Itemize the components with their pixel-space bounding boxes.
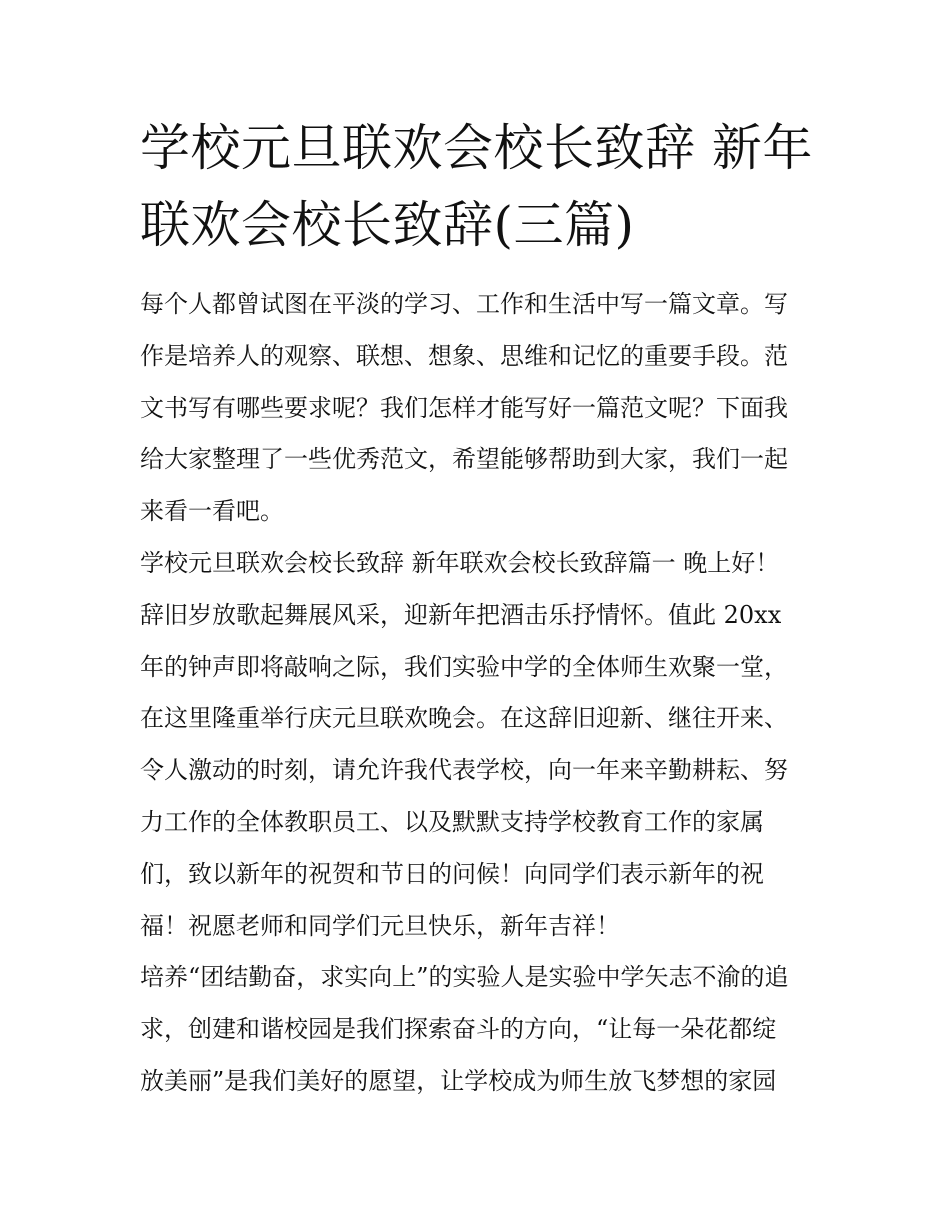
body-line: 们，致以新年的祝贺和节日的问候！向同学们表示新年的祝 bbox=[140, 859, 764, 888]
body-line: 令人激动的时刻，请允许我代表学校，向一年来辛勤耕耘、努 bbox=[140, 756, 788, 785]
body-line: 文书写有哪些要求呢？我们怎样才能写好一篇范文呢？下面我 bbox=[140, 393, 788, 422]
title-line: 联欢会校长致辞(三篇) bbox=[140, 196, 635, 254]
document-body bbox=[140, 279, 812, 1108]
body-line: 求，创建和谐校园是我们探索奋斗的方向，“让每一朵花都绽 bbox=[140, 1015, 777, 1044]
body-line: 作是培养人的观察、联想、想象、思维和记忆的重要手段。范 bbox=[140, 341, 788, 370]
body-line: 学校元旦联欢会校长致辞 新年联欢会校长致辞篇一 晚上好！ bbox=[140, 548, 780, 577]
title-line: 学校元旦联欢会校长致辞 新年 bbox=[140, 119, 813, 177]
body-line: 辞旧岁放歌起舞展风采，迎新年把酒击乐抒情怀。值此 20xx bbox=[140, 600, 782, 629]
body-line: 来看一看吧。 bbox=[140, 497, 284, 526]
body-line: 年的钟声即将敲响之际，我们实验中学的全体师生欢聚一堂， bbox=[140, 652, 788, 681]
body-line: 培养“团结勤奋，求实向上”的实验人是实验中学矢志不渝的追 bbox=[140, 963, 789, 992]
body-line: 在这里隆重举行庆元旦联欢晚会。在这辞旧迎新、继往开来、 bbox=[140, 704, 788, 733]
body-line: 福！祝愿老师和同学们元旦快乐，新年吉祥！ bbox=[140, 911, 620, 940]
body-line: 每个人都曾试图在平淡的学习、工作和生活中写一篇文章。写 bbox=[140, 290, 788, 318]
body-line: 放美丽”是我们美好的愿望，让学校成为师生放飞梦想的家园 bbox=[140, 1066, 777, 1095]
body-line: 给大家整理了一些优秀范文，希望能够帮助到大家，我们一起 bbox=[140, 445, 788, 474]
body-line: 力工作的全体教职员工、以及默默支持学校教育工作的家属 bbox=[140, 807, 764, 836]
document-page bbox=[140, 110, 812, 1108]
document-title bbox=[140, 110, 812, 264]
